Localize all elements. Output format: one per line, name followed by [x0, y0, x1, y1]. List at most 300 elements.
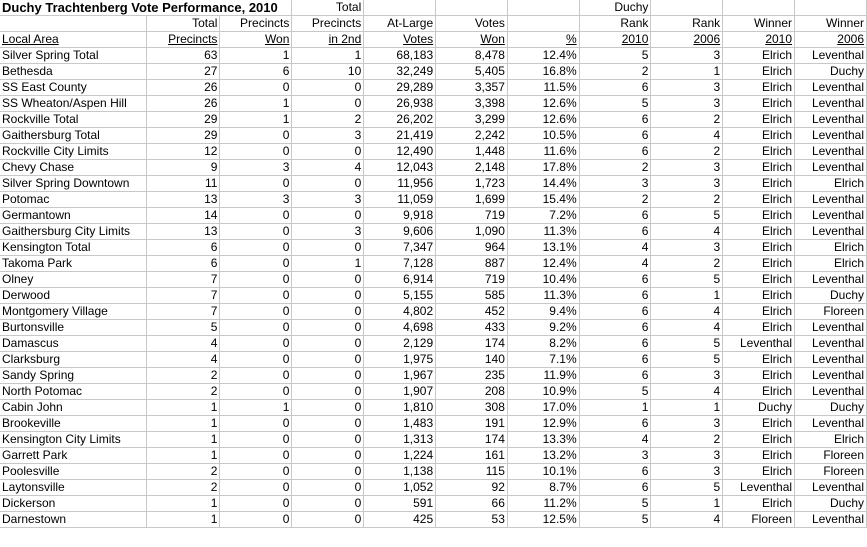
area-cell[interactable]: Poolesville [0, 464, 147, 480]
data-cell[interactable]: Elrich [723, 96, 795, 112]
data-cell[interactable]: Elrich [723, 224, 795, 240]
data-cell[interactable]: Elrich [723, 432, 795, 448]
data-cell[interactable]: Leventhal [795, 112, 867, 128]
data-cell[interactable]: 53 [436, 512, 508, 528]
data-cell[interactable]: Elrich [723, 416, 795, 432]
data-cell[interactable]: Duchy [795, 400, 867, 416]
data-cell[interactable]: 3 [579, 176, 651, 192]
data-cell[interactable]: 0 [220, 448, 292, 464]
header-cell[interactable] [651, 32, 723, 48]
area-cell[interactable]: SS East County [0, 80, 147, 96]
data-cell[interactable]: Leventhal [795, 512, 867, 528]
data-cell[interactable]: 0 [292, 448, 364, 464]
data-cell[interactable]: 1,975 [364, 352, 436, 368]
data-cell[interactable]: Leventhal [795, 160, 867, 176]
data-cell[interactable]: Leventhal [795, 352, 867, 368]
data-cell[interactable]: 0 [220, 256, 292, 272]
data-cell[interactable]: 1 [220, 48, 292, 64]
data-cell[interactable]: 0 [220, 144, 292, 160]
data-cell[interactable]: 0 [220, 336, 292, 352]
data-cell[interactable]: 11.5% [507, 80, 579, 96]
data-cell[interactable]: Duchy [795, 496, 867, 512]
data-cell[interactable]: 9.2% [507, 320, 579, 336]
data-cell[interactable]: 3 [651, 80, 723, 96]
data-cell[interactable]: 0 [292, 432, 364, 448]
data-cell[interactable]: 1,313 [364, 432, 436, 448]
data-cell[interactable]: 0 [220, 320, 292, 336]
area-cell[interactable]: Garrett Park [0, 448, 147, 464]
data-cell[interactable]: 7.2% [507, 208, 579, 224]
data-cell[interactable]: 26 [147, 96, 220, 112]
data-cell[interactable]: 1 [147, 432, 220, 448]
data-cell[interactable]: 26,202 [364, 112, 436, 128]
data-cell[interactable]: 0 [292, 416, 364, 432]
data-cell[interactable]: Elrich [723, 384, 795, 400]
data-cell[interactable]: 4 [651, 128, 723, 144]
data-cell[interactable]: 1,967 [364, 368, 436, 384]
data-cell[interactable]: 6 [579, 480, 651, 496]
data-cell[interactable]: 11.6% [507, 144, 579, 160]
data-cell[interactable]: 2 [579, 64, 651, 80]
data-cell[interactable]: 7 [147, 304, 220, 320]
data-cell[interactable]: 174 [436, 432, 508, 448]
data-cell[interactable]: 5 [651, 272, 723, 288]
area-cell[interactable]: Olney [0, 272, 147, 288]
data-cell[interactable]: Elrich [795, 256, 867, 272]
data-cell[interactable]: 433 [436, 320, 508, 336]
header-cell[interactable] [0, 16, 147, 32]
area-cell[interactable]: Germantown [0, 208, 147, 224]
data-cell[interactable]: 0 [220, 240, 292, 256]
data-cell[interactable]: 1,699 [436, 192, 508, 208]
area-cell[interactable]: Burtonsville [0, 320, 147, 336]
data-cell[interactable]: 11,059 [364, 192, 436, 208]
data-cell[interactable]: 13 [147, 192, 220, 208]
data-cell[interactable]: 4 [651, 304, 723, 320]
data-cell[interactable]: 11.3% [507, 288, 579, 304]
data-cell[interactable]: 191 [436, 416, 508, 432]
data-cell[interactable]: 7 [147, 272, 220, 288]
data-cell[interactable]: 1 [220, 112, 292, 128]
data-cell[interactable]: 4 [147, 336, 220, 352]
data-cell[interactable]: 0 [292, 176, 364, 192]
data-cell[interactable]: 5 [579, 496, 651, 512]
data-cell[interactable]: 140 [436, 352, 508, 368]
header-cell[interactable] [364, 0, 436, 16]
data-cell[interactable]: 6 [579, 112, 651, 128]
data-cell[interactable]: 4 [651, 320, 723, 336]
data-cell[interactable]: 9,918 [364, 208, 436, 224]
area-cell[interactable]: Rockville Total [0, 112, 147, 128]
data-cell[interactable]: 68,183 [364, 48, 436, 64]
data-cell[interactable]: 4 [579, 432, 651, 448]
data-cell[interactable]: 115 [436, 464, 508, 480]
data-cell[interactable]: 964 [436, 240, 508, 256]
data-cell[interactable]: 8.7% [507, 480, 579, 496]
data-cell[interactable]: 2 [579, 160, 651, 176]
area-cell[interactable]: North Potomac [0, 384, 147, 400]
data-cell[interactable]: Leventhal [795, 224, 867, 240]
header-cell[interactable] [651, 0, 723, 16]
data-cell[interactable]: 2 [651, 192, 723, 208]
data-cell[interactable]: 10.4% [507, 272, 579, 288]
data-cell[interactable]: 0 [292, 320, 364, 336]
data-cell[interactable]: 10.1% [507, 464, 579, 480]
data-cell[interactable]: 4 [651, 224, 723, 240]
data-cell[interactable]: 3 [651, 96, 723, 112]
data-cell[interactable]: 3 [292, 224, 364, 240]
data-cell[interactable]: 0 [220, 480, 292, 496]
area-cell[interactable]: Dickerson [0, 496, 147, 512]
data-cell[interactable]: 29 [147, 128, 220, 144]
data-cell[interactable]: 1,090 [436, 224, 508, 240]
area-cell[interactable]: Laytonsville [0, 480, 147, 496]
data-cell[interactable]: Leventhal [795, 208, 867, 224]
data-cell[interactable]: 1,052 [364, 480, 436, 496]
data-cell[interactable]: 208 [436, 384, 508, 400]
header-cell[interactable] [292, 32, 364, 48]
data-cell[interactable]: 0 [292, 480, 364, 496]
data-cell[interactable]: 13.1% [507, 240, 579, 256]
data-cell[interactable]: Leventhal [795, 48, 867, 64]
data-cell[interactable]: 16.8% [507, 64, 579, 80]
data-cell[interactable]: 1 [147, 512, 220, 528]
data-cell[interactable]: 11 [147, 176, 220, 192]
area-cell[interactable]: Montgomery Village [0, 304, 147, 320]
data-cell[interactable]: 0 [292, 96, 364, 112]
area-cell[interactable]: Gaithersburg City Limits [0, 224, 147, 240]
data-cell[interactable]: 5 [579, 384, 651, 400]
data-cell[interactable]: 0 [292, 304, 364, 320]
data-cell[interactable]: 1,907 [364, 384, 436, 400]
data-cell[interactable]: 1,810 [364, 400, 436, 416]
area-cell[interactable]: Potomac [0, 192, 147, 208]
data-cell[interactable]: 1 [147, 496, 220, 512]
area-cell[interactable]: Kensington Total [0, 240, 147, 256]
data-cell[interactable]: 6 [579, 464, 651, 480]
data-cell[interactable]: 5 [651, 336, 723, 352]
data-cell[interactable]: 0 [292, 512, 364, 528]
data-cell[interactable]: 1 [651, 496, 723, 512]
area-cell[interactable]: Bethesda [0, 64, 147, 80]
data-cell[interactable]: Floreen [795, 464, 867, 480]
area-cell[interactable]: Gaithersburg Total [0, 128, 147, 144]
data-cell[interactable]: 3,299 [436, 112, 508, 128]
data-cell[interactable]: 2 [651, 144, 723, 160]
data-cell[interactable]: 92 [436, 480, 508, 496]
data-cell[interactable]: 0 [220, 496, 292, 512]
data-cell[interactable]: Elrich [723, 160, 795, 176]
data-cell[interactable]: Elrich [723, 176, 795, 192]
data-cell[interactable]: 235 [436, 368, 508, 384]
data-cell[interactable]: Elrich [795, 176, 867, 192]
data-cell[interactable]: 425 [364, 512, 436, 528]
data-cell[interactable]: 17.0% [507, 400, 579, 416]
data-cell[interactable]: 11.3% [507, 224, 579, 240]
data-cell[interactable]: 2,129 [364, 336, 436, 352]
data-cell[interactable]: 1 [651, 288, 723, 304]
data-cell[interactable]: 5,155 [364, 288, 436, 304]
data-cell[interactable]: 0 [292, 208, 364, 224]
data-cell[interactable]: 11,956 [364, 176, 436, 192]
data-cell[interactable]: 5 [579, 512, 651, 528]
data-cell[interactable]: 0 [220, 80, 292, 96]
data-cell[interactable]: 0 [220, 512, 292, 528]
data-cell[interactable]: 14 [147, 208, 220, 224]
data-cell[interactable]: 7.1% [507, 352, 579, 368]
header-cell[interactable]: Total [147, 16, 220, 32]
data-cell[interactable]: 1 [147, 400, 220, 416]
data-cell[interactable]: Elrich [723, 448, 795, 464]
data-cell[interactable]: Leventhal [723, 480, 795, 496]
data-cell[interactable]: 5 [579, 96, 651, 112]
data-cell[interactable]: 5 [579, 48, 651, 64]
data-cell[interactable]: 13 [147, 224, 220, 240]
data-cell[interactable]: 308 [436, 400, 508, 416]
area-cell[interactable]: Takoma Park [0, 256, 147, 272]
data-cell[interactable]: 12.4% [507, 256, 579, 272]
data-cell[interactable]: 0 [220, 288, 292, 304]
data-cell[interactable]: Leventhal [795, 272, 867, 288]
data-cell[interactable]: 7,347 [364, 240, 436, 256]
header-cell[interactable]: Winner [723, 16, 795, 32]
data-cell[interactable]: 0 [220, 352, 292, 368]
area-cell[interactable]: Rockville City Limits [0, 144, 147, 160]
data-cell[interactable]: 5 [651, 480, 723, 496]
data-cell[interactable]: Leventhal [795, 128, 867, 144]
data-cell[interactable]: 17.8% [507, 160, 579, 176]
data-cell[interactable]: 15.4% [507, 192, 579, 208]
data-cell[interactable]: 174 [436, 336, 508, 352]
data-cell[interactable]: Elrich [723, 368, 795, 384]
header-cell[interactable]: At-Large [364, 16, 436, 32]
data-cell[interactable]: 585 [436, 288, 508, 304]
data-cell[interactable]: Floreen [723, 512, 795, 528]
data-cell[interactable]: 0 [292, 464, 364, 480]
data-cell[interactable]: Leventhal [795, 144, 867, 160]
data-cell[interactable]: 1,224 [364, 448, 436, 464]
data-cell[interactable]: Leventhal [795, 384, 867, 400]
data-cell[interactable]: Elrich [723, 320, 795, 336]
data-cell[interactable]: Duchy [795, 288, 867, 304]
data-cell[interactable]: 3 [651, 464, 723, 480]
area-cell[interactable]: Clarksburg [0, 352, 147, 368]
data-cell[interactable]: 0 [220, 368, 292, 384]
data-cell[interactable]: 3 [651, 368, 723, 384]
data-cell[interactable]: 6 [579, 208, 651, 224]
data-cell[interactable]: 29 [147, 112, 220, 128]
data-cell[interactable]: 9.4% [507, 304, 579, 320]
header-cell[interactable] [795, 0, 867, 16]
data-cell[interactable]: 10.5% [507, 128, 579, 144]
header-cell[interactable]: Votes [436, 16, 508, 32]
data-cell[interactable]: 4 [651, 384, 723, 400]
data-cell[interactable]: 3 [651, 160, 723, 176]
data-cell[interactable]: 0 [220, 384, 292, 400]
data-cell[interactable]: 3 [651, 416, 723, 432]
data-cell[interactable]: Leventhal [723, 336, 795, 352]
data-cell[interactable]: Elrich [723, 128, 795, 144]
data-cell[interactable]: 2,148 [436, 160, 508, 176]
data-cell[interactable]: Elrich [723, 48, 795, 64]
header-cell[interactable]: Precincts [220, 16, 292, 32]
data-cell[interactable]: 3 [651, 240, 723, 256]
data-cell[interactable]: 4 [651, 512, 723, 528]
data-cell[interactable]: 26 [147, 80, 220, 96]
data-cell[interactable]: Elrich [723, 144, 795, 160]
data-cell[interactable]: 27 [147, 64, 220, 80]
area-cell[interactable]: Derwood [0, 288, 147, 304]
data-cell[interactable]: 3 [220, 160, 292, 176]
data-cell[interactable]: 8.2% [507, 336, 579, 352]
data-cell[interactable]: 63 [147, 48, 220, 64]
data-cell[interactable]: 0 [220, 432, 292, 448]
data-cell[interactable]: Elrich [723, 272, 795, 288]
data-cell[interactable]: 10.9% [507, 384, 579, 400]
data-cell[interactable]: 1 [651, 64, 723, 80]
data-cell[interactable]: 12.5% [507, 512, 579, 528]
data-cell[interactable]: Floreen [795, 304, 867, 320]
data-cell[interactable]: 5 [651, 208, 723, 224]
data-cell[interactable]: 6 [579, 288, 651, 304]
data-cell[interactable]: Elrich [723, 304, 795, 320]
data-cell[interactable]: 0 [292, 368, 364, 384]
area-cell[interactable]: Silver Spring Downtown [0, 176, 147, 192]
header-cell[interactable] [507, 32, 579, 48]
data-cell[interactable]: 7 [147, 288, 220, 304]
data-cell[interactable]: Elrich [723, 496, 795, 512]
data-cell[interactable]: 0 [292, 288, 364, 304]
data-cell[interactable]: Duchy [795, 64, 867, 80]
data-cell[interactable]: 2 [651, 256, 723, 272]
data-cell[interactable]: 1 [220, 400, 292, 416]
data-cell[interactable]: 2 [147, 384, 220, 400]
header-cell[interactable] [795, 32, 867, 48]
data-cell[interactable]: 591 [364, 496, 436, 512]
header-cell[interactable]: Total [292, 0, 364, 16]
area-cell[interactable]: Kensington City Limits [0, 432, 147, 448]
data-cell[interactable]: 0 [220, 416, 292, 432]
data-cell[interactable]: 4 [292, 160, 364, 176]
data-cell[interactable]: Elrich [795, 240, 867, 256]
data-cell[interactable]: 4 [579, 240, 651, 256]
data-cell[interactable]: 887 [436, 256, 508, 272]
data-cell[interactable]: 12.6% [507, 96, 579, 112]
data-cell[interactable]: 1 [292, 48, 364, 64]
data-cell[interactable]: 1,138 [364, 464, 436, 480]
data-cell[interactable]: 6 [147, 256, 220, 272]
data-cell[interactable]: 0 [292, 496, 364, 512]
data-cell[interactable]: 0 [292, 400, 364, 416]
data-cell[interactable]: 1 [651, 400, 723, 416]
data-cell[interactable]: 6 [147, 240, 220, 256]
data-cell[interactable]: 6 [579, 80, 651, 96]
data-cell[interactable]: 1 [292, 256, 364, 272]
sheet-title[interactable]: Duchy Trachtenberg Vote Performance, 2010 [0, 0, 292, 16]
data-cell[interactable]: 452 [436, 304, 508, 320]
data-cell[interactable]: 5 [147, 320, 220, 336]
data-cell[interactable]: 3 [292, 128, 364, 144]
data-cell[interactable]: 12,043 [364, 160, 436, 176]
data-cell[interactable]: 6 [220, 64, 292, 80]
data-cell[interactable]: 3 [292, 192, 364, 208]
data-cell[interactable]: Leventhal [795, 80, 867, 96]
data-cell[interactable]: 11.2% [507, 496, 579, 512]
header-cell[interactable]: Rank [651, 16, 723, 32]
data-cell[interactable]: 3 [651, 48, 723, 64]
data-cell[interactable]: 0 [292, 336, 364, 352]
data-cell[interactable]: Leventhal [795, 480, 867, 496]
data-cell[interactable]: 719 [436, 208, 508, 224]
header-cell[interactable]: Rank [579, 16, 651, 32]
data-cell[interactable]: 2 [292, 112, 364, 128]
data-cell[interactable]: 0 [220, 128, 292, 144]
data-cell[interactable]: Elrich [723, 64, 795, 80]
header-cell[interactable] [0, 32, 147, 48]
data-cell[interactable]: 1,448 [436, 144, 508, 160]
area-cell[interactable]: Sandy Spring [0, 368, 147, 384]
data-cell[interactable]: 0 [220, 224, 292, 240]
data-cell[interactable]: 12,490 [364, 144, 436, 160]
data-cell[interactable]: 14.4% [507, 176, 579, 192]
data-cell[interactable]: 2,242 [436, 128, 508, 144]
data-cell[interactable]: 1 [147, 416, 220, 432]
data-cell[interactable]: Elrich [723, 464, 795, 480]
area-cell[interactable]: Brookeville [0, 416, 147, 432]
header-cell[interactable]: Winner [795, 16, 867, 32]
data-cell[interactable]: 5 [651, 352, 723, 368]
data-cell[interactable]: Elrich [723, 256, 795, 272]
data-cell[interactable]: 0 [292, 352, 364, 368]
data-cell[interactable]: 2 [147, 368, 220, 384]
data-cell[interactable]: 13.2% [507, 448, 579, 464]
data-cell[interactable]: 8,478 [436, 48, 508, 64]
data-cell[interactable]: 0 [220, 304, 292, 320]
data-cell[interactable]: 6 [579, 368, 651, 384]
header-cell[interactable] [723, 0, 795, 16]
data-cell[interactable]: 66 [436, 496, 508, 512]
header-cell[interactable] [507, 16, 579, 32]
data-cell[interactable]: 9,606 [364, 224, 436, 240]
header-cell[interactable] [364, 32, 436, 48]
data-cell[interactable]: Leventhal [795, 192, 867, 208]
header-cell[interactable]: Duchy [579, 0, 651, 16]
data-cell[interactable]: Leventhal [795, 416, 867, 432]
data-cell[interactable]: Leventhal [795, 96, 867, 112]
area-cell[interactable]: Damascus [0, 336, 147, 352]
data-cell[interactable]: 13.3% [507, 432, 579, 448]
area-cell[interactable]: Silver Spring Total [0, 48, 147, 64]
data-cell[interactable]: Floreen [795, 448, 867, 464]
data-cell[interactable]: 0 [220, 176, 292, 192]
data-cell[interactable]: 12 [147, 144, 220, 160]
data-cell[interactable]: 3 [651, 176, 723, 192]
data-cell[interactable]: Duchy [723, 400, 795, 416]
area-cell[interactable]: Cabin John [0, 400, 147, 416]
data-cell[interactable]: 6 [579, 336, 651, 352]
data-cell[interactable]: 3 [220, 192, 292, 208]
data-cell[interactable]: Elrich [723, 240, 795, 256]
data-cell[interactable]: 0 [220, 208, 292, 224]
data-cell[interactable]: 12.4% [507, 48, 579, 64]
data-cell[interactable]: 1 [147, 448, 220, 464]
data-cell[interactable]: Elrich [795, 432, 867, 448]
data-cell[interactable]: 6 [579, 320, 651, 336]
header-cell[interactable] [436, 0, 508, 16]
data-cell[interactable]: 2 [651, 432, 723, 448]
header-cell[interactable] [723, 32, 795, 48]
header-cell[interactable] [220, 32, 292, 48]
